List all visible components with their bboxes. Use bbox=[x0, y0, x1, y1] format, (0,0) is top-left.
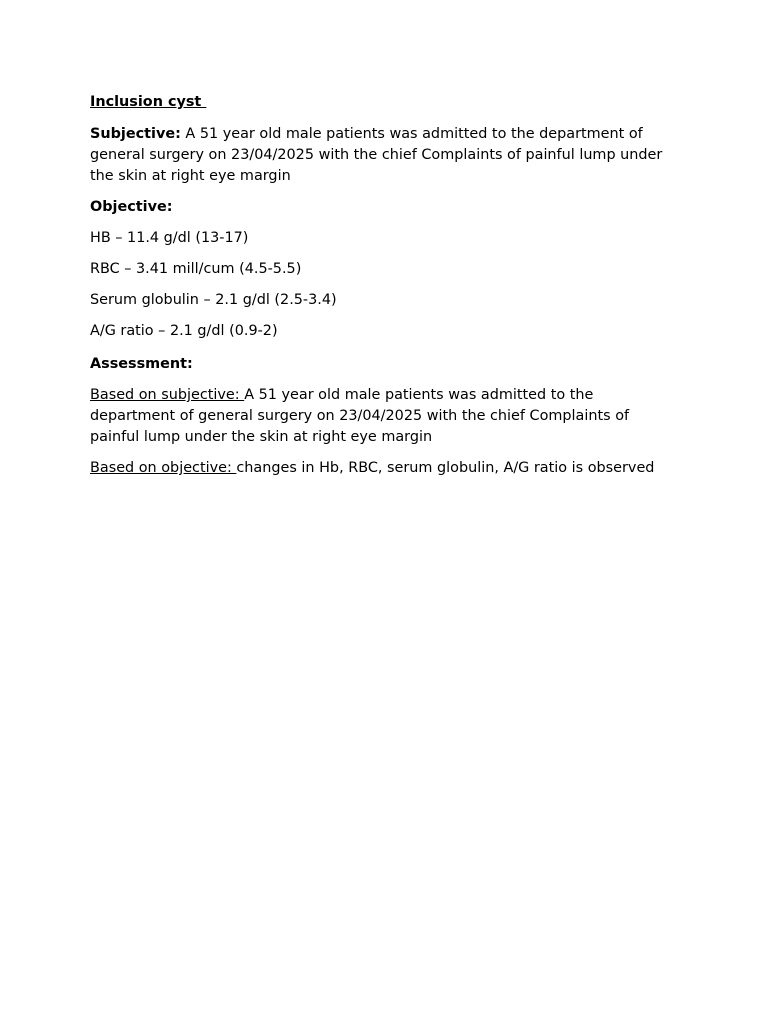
based-on-objective-text: changes in Hb, RBC, serum globulin, A/G ratio is observed bbox=[236, 460, 655, 476]
subjective-label: Subjective: bbox=[90, 126, 181, 142]
objective-heading: Objective: bbox=[90, 199, 173, 215]
document-title: Inclusion cyst bbox=[90, 94, 207, 110]
subjective-text: A 51 year old male patients was admitted to the department of general surgery on 23/04/2025 with the chief Complaints of painful lump under the skin at right eye margin bbox=[90, 126, 663, 184]
assessment-objective-paragraph bbox=[90, 458, 680, 479]
based-on-objective-label: Based on objective: bbox=[90, 460, 237, 476]
lab-result-hb: HB – 11.4 g/dl (13-17) bbox=[90, 230, 249, 246]
lab-result-serum-globulin: Serum globulin – 2.1 g/dl (2.5-3.4) bbox=[90, 292, 337, 308]
based-on-subjective-text: A 51 year old male patients was admitted to the department of general surgery on 23/04/2025 with the chief Complaints of painful lump under the skin at right eye margin bbox=[90, 387, 630, 445]
based-on-subjective-label: Based on subjective: bbox=[90, 387, 245, 403]
assessment-heading: Assessment: bbox=[90, 356, 193, 372]
assessment-subjective-paragraph bbox=[90, 385, 680, 448]
lab-result-ag-ratio: A/G ratio – 2.1 g/dl (0.9-2) bbox=[90, 323, 278, 339]
subjective-paragraph bbox=[90, 124, 680, 187]
lab-result-rbc: RBC – 3.41 mill/cum (4.5-5.5) bbox=[90, 261, 302, 277]
